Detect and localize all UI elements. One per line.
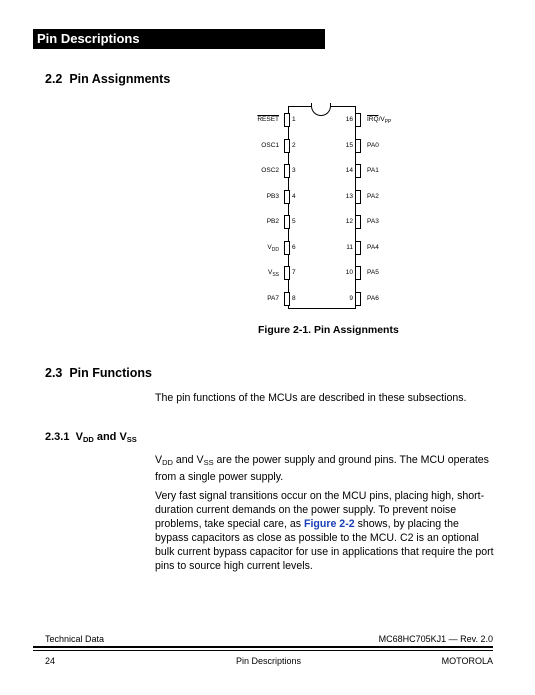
pin-number: 13 [345, 192, 353, 200]
pin-name: $V_{DD}$ [267, 243, 279, 253]
pin-number: 12 [345, 218, 353, 225]
p1-text-c: are the power supply and ground pins. The MCU operates from a single power supply. [155, 454, 489, 483]
section-title: Pin Assignments [69, 72, 171, 86]
p1-text-b: and V [172, 454, 204, 466]
pin-name: PA2 [367, 192, 379, 200]
pin-box [284, 215, 290, 229]
pin-name: OSC2 [261, 167, 279, 174]
section-number: 2.3.1 [45, 431, 70, 443]
pin-number: 6 [292, 243, 296, 251]
pin-box [355, 190, 361, 204]
pin-name: PA4 [367, 243, 379, 251]
footer-left-top: Technical Data [45, 634, 105, 644]
section-number: 2.3 [45, 366, 63, 380]
pin-name: $V_{SS}$ [267, 269, 279, 278]
pin-number: 2 [292, 141, 296, 149]
pin-number: 10 [345, 269, 353, 276]
pin-name: RESET [257, 116, 279, 123]
pin-box [355, 241, 361, 255]
pin-name: PA1 [367, 167, 379, 174]
pin-number: 14 [345, 167, 353, 174]
section-2-3-heading [45, 366, 152, 380]
pin-name: OSC1 [261, 141, 279, 149]
pin-box [284, 164, 290, 178]
title-v: V [119, 431, 127, 443]
title-and: and [93, 431, 120, 443]
pin-name: PB3 [266, 192, 279, 200]
pin-box [355, 266, 361, 280]
section-2-2-heading [45, 72, 170, 86]
pin-box [284, 139, 290, 153]
footer-right-bottom: MOTOROLA [441, 656, 493, 666]
pin-number: 3 [292, 167, 296, 174]
pin-name: PB2 [266, 218, 279, 225]
section-2-3-1-heading [45, 431, 137, 444]
chip-package-outline [288, 106, 356, 309]
pin-number: 1 [292, 116, 296, 123]
paragraph-2 [155, 489, 495, 573]
pin-name: PA0 [367, 141, 379, 149]
page-header-bar [33, 29, 325, 49]
figure-caption: Figure 2-1. Pin Assignments [258, 324, 399, 336]
pin-number: 4 [292, 192, 296, 200]
p1-text-a: V [155, 454, 163, 466]
pin-box [355, 215, 361, 229]
pin-box [355, 292, 361, 306]
p2-text-b: shows, by placing the bypass capacitors as close as possible to the MCU. C2 is an optional bulk current bypass capacitor for use in applications that require the port pins to source high current levels. [155, 518, 494, 572]
footer-right-top: MC68HC705KJ1 — Rev. 2.0 [378, 634, 493, 644]
section-2-3-intro: The pin functions of the MCUs are described in these subsections. [155, 392, 467, 404]
p2-text-a: Very fast signal transitions occur on the MCU pins, placing high, short-duration current demands on the power supply. To prevent noise problems, take special care, as [155, 490, 485, 530]
pin-box [284, 113, 290, 127]
pin-box [355, 139, 361, 153]
section-title: Pin Functions [69, 366, 152, 380]
pin-name: PA3 [367, 218, 379, 225]
pin-number: 9 [349, 294, 353, 302]
pin-number: 5 [292, 218, 296, 225]
header-title: Pin Descriptions [37, 31, 140, 46]
title-sub-dd: DD [82, 435, 94, 444]
pin-box [284, 241, 290, 255]
footer-rule-thin [33, 650, 493, 651]
title-v: V [75, 431, 83, 443]
p1-sub-dd: DD [162, 458, 173, 467]
pin-number: 16 [345, 116, 353, 123]
pin-box [284, 292, 290, 306]
footer-center: Pin Descriptions [236, 656, 302, 666]
footer-rule [33, 646, 493, 648]
paragraph-1 [155, 453, 497, 484]
pin-number: 7 [292, 269, 296, 276]
page-number: 24 [45, 656, 56, 666]
figure-2-2-link[interactable]: Figure 2-2 [303, 518, 355, 530]
pin-box [284, 190, 290, 204]
pin-name: $\overline{IRQ}/V_{PP}$ [367, 116, 392, 125]
pin-number: 11 [346, 243, 353, 251]
pin-name: PA6 [367, 294, 379, 302]
pin-number: 15 [345, 141, 353, 149]
p1-sub-ss: SS [203, 458, 214, 467]
section-number: 2.2 [45, 72, 63, 86]
pin-box [284, 266, 290, 280]
pin-name: PA7 [267, 294, 279, 302]
pin-name: PA5 [367, 269, 379, 276]
pin-number: 8 [292, 294, 296, 302]
pin-box [355, 113, 361, 127]
pin-box [355, 164, 361, 178]
title-sub-ss: SS [126, 435, 137, 444]
